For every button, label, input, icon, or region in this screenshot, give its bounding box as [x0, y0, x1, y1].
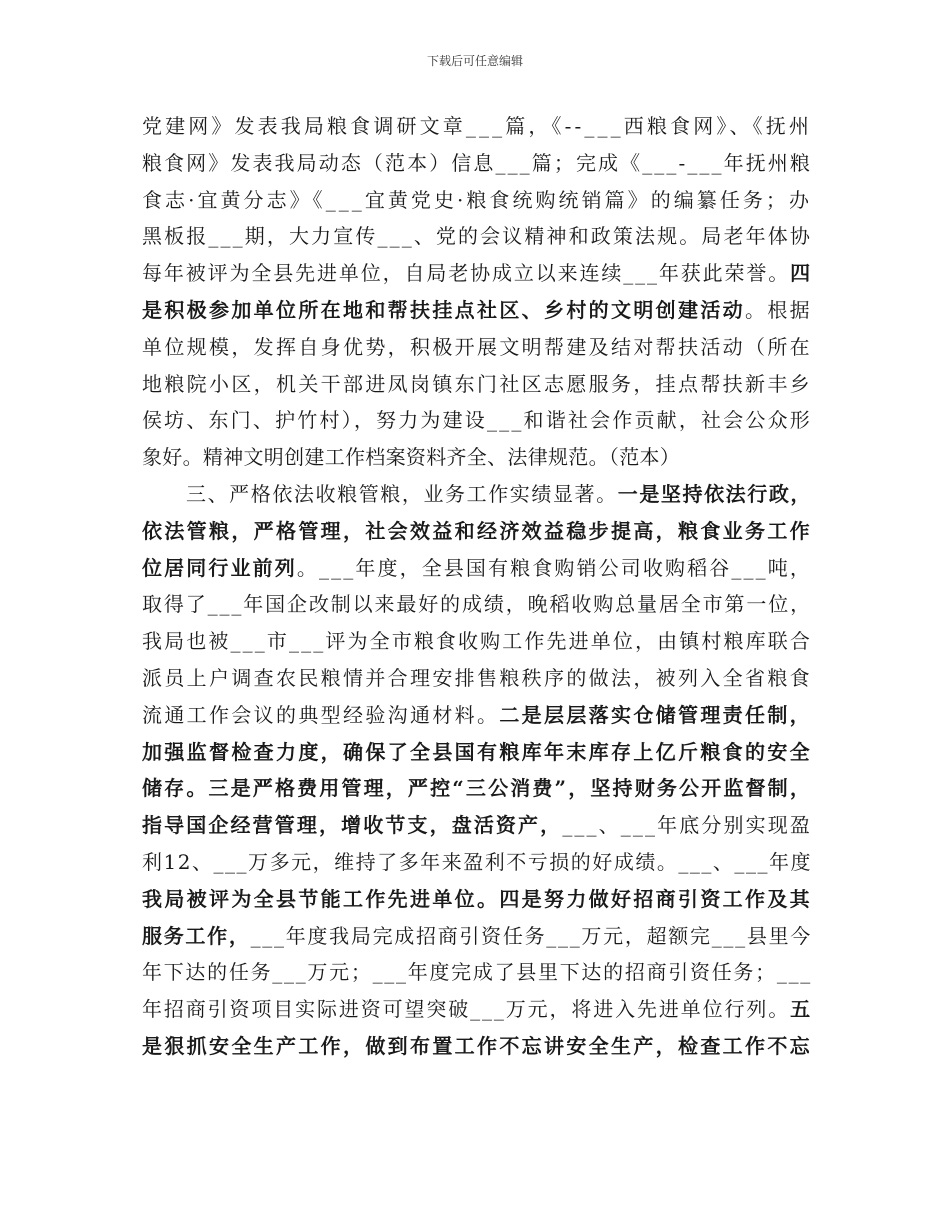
bold-text-segment: 指导国企经营管理，增收节支，盘活资产， [142, 813, 563, 838]
text-segment: 派员上户调查农民粮情并合理安排售粮秩序的做法，被列入全省粮食 [142, 665, 812, 690]
bold-text-segment: 位居同行业前列 [142, 555, 297, 580]
text-line [142, 476, 812, 513]
bold-text-segment: 二是层层落实仓储管理责任制， [499, 702, 812, 727]
text-line [142, 366, 812, 403]
text-line [142, 918, 812, 955]
text-line [142, 660, 812, 697]
bold-text-segment: 储存。三是严格费用管理，严控“三公消费”，坚持财务公开监督制， [142, 776, 812, 801]
bold-text-segment: 依法管粮，严格管理，社会效益和经济效益稳步提高，粮食业务工作 [142, 518, 812, 543]
text-line [142, 218, 812, 255]
bold-text-segment: 我局被评为全县节能工作先进单位。四是努力做好招商引资工作及其 [142, 886, 812, 911]
text-line [142, 550, 812, 587]
text-line [142, 697, 812, 734]
text-segment: 取得了___年国企改制以来最好的成绩，晚稻收购总量居全市第一位， [142, 592, 812, 617]
bold-text-segment: 服务工作， [142, 923, 251, 948]
bold-text-segment: 一是坚持依法行政， [617, 481, 813, 506]
text-line [142, 108, 812, 145]
text-segment: 我局也被___市___评为全市粮食收购工作先进单位，由镇村粮库联合 [142, 629, 812, 654]
text-line [142, 292, 812, 329]
text-line [142, 513, 812, 550]
text-line [142, 881, 812, 918]
text-segment: 象好。精神文明创建工作档案资料齐全、法律规范。（范本） [142, 445, 681, 470]
bold-text-segment: 加强监督检查力度，确保了全县国有粮库年末库存上亿斤粮食的安全 [142, 739, 812, 764]
text-line [142, 439, 812, 476]
text-line [142, 807, 812, 844]
bold-text-segment: 四 [790, 261, 812, 286]
text-line [142, 182, 812, 219]
text-line [142, 402, 812, 439]
bold-text-segment: 五 [790, 997, 812, 1022]
text-segment: 年招商引资项目实际进资可望突破___万元，将进入先进单位行列。 [142, 997, 791, 1022]
text-segment: 每年被评为全县先进单位，自局老协成立以来连续___年获此荣誉。 [142, 261, 791, 286]
page-header: 下载后可任意编辑 [426, 54, 523, 68]
text-line [142, 329, 812, 366]
text-line [142, 145, 812, 182]
text-segment: 。根据 [745, 297, 812, 322]
text-segment: 食志·宜黄分志》《___宜黄党史·粮食统购统销篇》的编纂任务；办 [142, 187, 812, 212]
text-line [142, 991, 812, 1028]
text-segment: ___、___年底分别实现盈 [562, 813, 813, 838]
text-segment: 年下达的任务___万元；___年度完成了县里下达的招商引资任务；___ [142, 960, 812, 985]
text-line [142, 770, 812, 807]
text-segment: 单位规模，发挥自身优势，积极开展文明帮建及结对帮扶活动（所在 [142, 334, 812, 359]
bold-text-segment: 是狠抓安全生产工作，做到布置工作不忘讲安全生产，检查工作不忘 [142, 1033, 812, 1058]
text-segment: 三、严格依法收粮管粮，业务工作实绩显著。 [186, 481, 618, 506]
text-segment: 流通工作会议的典型经验沟通材料。 [142, 702, 500, 727]
document-body [142, 108, 812, 1065]
text-line [142, 1028, 812, 1065]
text-line [142, 255, 812, 292]
text-line [142, 586, 812, 623]
text-segment: 党建网》发表我局粮食调研文章___篇，《--___西粮食网》、《抚州 [142, 114, 812, 138]
text-segment: 地粮院小区，机关干部进凤岗镇东门社区志愿服务，挂点帮扶新丰乡 [142, 371, 812, 396]
text-segment: 黑板报___期，大力宣传___、党的会议精神和政策法规。局老年体协 [142, 224, 812, 249]
text-segment: 利12、___万多元，维持了多年来盈利不亏损的好成绩。___、___年度 [142, 849, 812, 874]
text-segment: 。___年度，全县国有粮食购销公司收购稻谷___吨， [296, 555, 812, 580]
text-line [142, 954, 812, 991]
text-segment: ___年度我局完成招商引资任务___万元，超额完___县里今 [250, 923, 813, 948]
text-line [142, 623, 812, 660]
text-line [142, 734, 812, 771]
bold-text-segment: 是积极参加单位所在地和帮扶挂点社区、乡村的文明创建活动 [142, 297, 745, 322]
text-line [142, 844, 812, 881]
text-segment: 侯坊、东门、护竹村），努力为建设___和谐社会作贡献，社会公众形 [142, 408, 812, 433]
text-segment: 粮食网》发表我局动态（范本）信息___篇；完成《___-___年抚州粮 [142, 150, 812, 175]
